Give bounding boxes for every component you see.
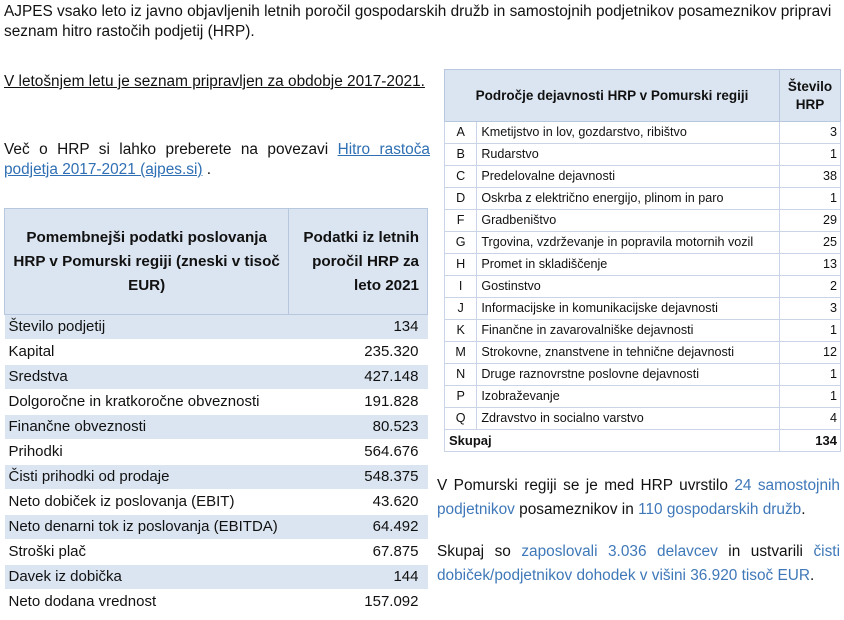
activity-table-row [445, 210, 841, 232]
financial-table-row [5, 540, 428, 565]
activity-table-row [445, 276, 841, 298]
more-info-suffix: . [202, 161, 212, 178]
summary2-part2: in ustvarili [717, 543, 814, 560]
activity-count: 1 [780, 364, 841, 386]
activity-count: 13 [780, 254, 841, 276]
activity-table-row [445, 408, 841, 430]
activity-table-row [445, 386, 841, 408]
more-info-paragraph [4, 140, 430, 180]
activity-name: Strokovne, znanstvene in tehnične dejavnosti [477, 342, 780, 364]
financial-row-label: Neto denarni tok iz poslovanja (EBITDA) [5, 515, 289, 540]
activity-total-label: Skupaj [445, 430, 780, 452]
activity-table-body [445, 122, 841, 430]
financial-table-row [5, 365, 428, 390]
activity-name: Izobraževanje [477, 386, 780, 408]
financial-row-value: 64.492 [289, 515, 428, 540]
financial-row-value: 548.375 [289, 465, 428, 490]
activity-count: 25 [780, 232, 841, 254]
financial-row-label: Neto dobiček iz poslovanja (EBIT) [5, 490, 289, 515]
activity-count: 1 [780, 320, 841, 342]
activity-table-row [445, 320, 841, 342]
financial-table-row [5, 515, 428, 540]
financial-table-row [5, 415, 428, 440]
activity-code: G [445, 232, 477, 254]
financial-row-value: 43.620 [289, 490, 428, 515]
activity-table-row [445, 188, 841, 210]
activity-name: Gostinstvo [477, 276, 780, 298]
activity-count: 29 [780, 210, 841, 232]
activity-code: J [445, 298, 477, 320]
activity-code: D [445, 188, 477, 210]
financial-row-label: Število podjetij [5, 315, 289, 340]
activity-table-row [445, 232, 841, 254]
activity-count: 1 [780, 144, 841, 166]
activity-count: 12 [780, 342, 841, 364]
financial-row-label: Kapital [5, 340, 289, 365]
activity-table-row [445, 342, 841, 364]
activity-table-row [445, 144, 841, 166]
summary-paragraph-2 [437, 540, 840, 588]
activity-code: C [445, 166, 477, 188]
summary1-part3: . [801, 501, 806, 518]
hrp-link[interactable]: Hitro rastoča podjetja 2017-2021 (ajpes.si) [4, 141, 430, 178]
financial-row-value: 157.092 [289, 590, 428, 615]
activity-name: Informacijske in komunikacijske dejavnosti [477, 298, 780, 320]
activity-code: N [445, 364, 477, 386]
financial-table-header-label: Pomembnejši podatki poslovanja HRP v Pomurski regiji (zneski v tisoč EUR) [5, 209, 289, 315]
activity-code: F [445, 210, 477, 232]
financial-row-value: 134 [289, 315, 428, 340]
financial-row-value: 427.148 [289, 365, 428, 390]
activity-count: 2 [780, 276, 841, 298]
activity-table-row [445, 254, 841, 276]
activity-table [444, 69, 841, 452]
activity-name: Zdravstvo in socialno varstvo [477, 408, 780, 430]
summary2-highlight2: čisti dobiček/podjetnikov dohodek v višini 36.920 tisoč EUR [437, 543, 840, 584]
activity-count: 38 [780, 166, 841, 188]
activity-code: B [445, 144, 477, 166]
summary1-part1: V Pomurski regiji se je med HRP uvrstilo [437, 477, 735, 494]
activity-name: Rudarstvo [477, 144, 780, 166]
activity-name: Druge raznovrstne poslovne dejavnosti [477, 364, 780, 386]
financial-table-row [5, 465, 428, 490]
activity-name: Oskrba z električno energijo, plinom in paro [477, 188, 780, 210]
financial-table-row [5, 390, 428, 415]
activity-count: 1 [780, 386, 841, 408]
summary2-part3: . [810, 567, 815, 584]
activity-count: 4 [780, 408, 841, 430]
activity-name: Trgovina, vzdrževanje in popravila motornih vozil [477, 232, 780, 254]
activity-count: 3 [780, 122, 841, 144]
financial-row-value: 564.676 [289, 440, 428, 465]
financial-table-row [5, 315, 428, 340]
financial-row-label: Prihodki [5, 440, 289, 465]
summary1-highlight1: 24 samostojnih podjetnikov [437, 477, 840, 518]
activity-code: K [445, 320, 477, 342]
financial-row-value: 191.828 [289, 390, 428, 415]
activity-total-row [445, 430, 841, 452]
activity-name: Kmetijstvo in lov, gozdarstvo, ribištvo [477, 122, 780, 144]
financial-row-value: 144 [289, 565, 428, 590]
intro-paragraph: AJPES vsako leto iz javno objavljenih letnih poročil gospodarskih družb in samostojnih podjetnikov posameznikov pripravi seznam hitro rastočih podjetij (HRP). [4, 3, 832, 40]
activity-code: I [445, 276, 477, 298]
financial-row-value: 80.523 [289, 415, 428, 440]
summary1-part2: posameznikov in [514, 501, 639, 518]
activity-table-row [445, 166, 841, 188]
financial-row-label: Sredstva [5, 365, 289, 390]
activity-name: Predelovalne dejavnosti [477, 166, 780, 188]
activity-total-count: 134 [780, 430, 841, 452]
financial-row-label: Davek iz dobička [5, 565, 289, 590]
financial-row-label: Dolgoročne in kratkoročne obveznosti [5, 390, 289, 415]
financial-table-row [5, 440, 428, 465]
activity-code: A [445, 122, 477, 144]
activity-table-row [445, 364, 841, 386]
activity-code: H [445, 254, 477, 276]
activity-code: P [445, 386, 477, 408]
activity-count: 3 [780, 298, 841, 320]
financial-row-value: 235.320 [289, 340, 428, 365]
financial-table-row [5, 590, 428, 615]
activity-name: Promet in skladiščenje [477, 254, 780, 276]
activity-code: M [445, 342, 477, 364]
activity-table-header-activity: Področje dejavnosti HRP v Pomurski regiji [445, 70, 780, 122]
summary2-part1: Skupaj so [437, 543, 522, 560]
activity-code: Q [445, 408, 477, 430]
financial-table-row [5, 565, 428, 590]
activity-count: 1 [780, 188, 841, 210]
activity-table-row [445, 298, 841, 320]
more-info-prefix: Več o HRP si lahko preberete na povezavi [4, 141, 338, 158]
period-paragraph: V letošnjem letu je seznam pripravljen za obdobje 2017-2021. [4, 73, 425, 90]
financial-row-value: 67.875 [289, 540, 428, 565]
financial-table-body [5, 315, 428, 615]
financial-row-label: Čisti prihodki od prodaje [5, 465, 289, 490]
financial-row-label: Finančne obveznosti [5, 415, 289, 440]
summary1-highlight2: 110 gospodarskih družb [638, 501, 802, 518]
financial-table-row [5, 340, 428, 365]
summary-paragraph-1 [437, 474, 840, 522]
activity-name: Finančne in zavarovalniške dejavnosti [477, 320, 780, 342]
financial-row-label: Stroški plač [5, 540, 289, 565]
financial-table-header-value: Podatki iz letnih poročil HRP za leto 2021 [289, 209, 428, 315]
financial-data-table [4, 208, 428, 615]
activity-table-header-count: Število HRP [780, 70, 841, 122]
summary2-highlight1: zaposlovali 3.036 delavcev [521, 543, 718, 560]
activity-name: Gradbeništvo [477, 210, 780, 232]
activity-table-row [445, 122, 841, 144]
financial-table-row [5, 490, 428, 515]
financial-row-label: Neto dodana vrednost [5, 590, 289, 615]
